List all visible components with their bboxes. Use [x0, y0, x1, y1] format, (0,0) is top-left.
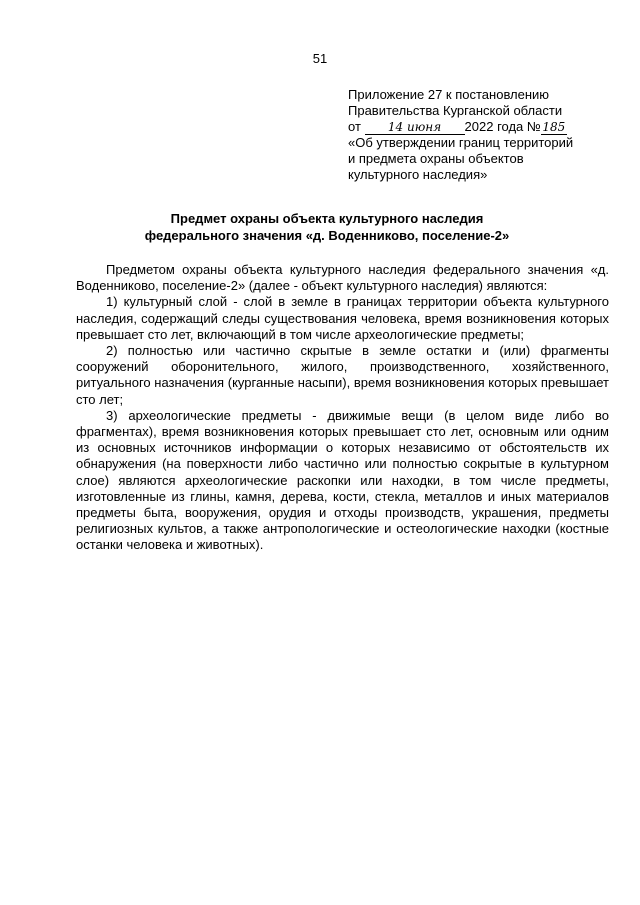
appendix-line-4: «Об утверждении границ территорий [348, 135, 574, 150]
paragraph-item-2: 2) полностью или частично скрытые в земле остатки и (или) фрагменты сооружений оборонительного, жилого, производственного, хозяйственного, ритуального назначения (курганные насыпи), время возникновения которых превышает сто лет; [76, 343, 609, 407]
handwritten-number: 185 [542, 120, 566, 134]
appendix-line-6: культурного наследия» [348, 167, 488, 182]
appendix-line-5: и предмета охраны объектов [348, 151, 524, 166]
appendix-line-2: Правительства Курганской области [348, 103, 563, 118]
paragraph-item-3: 3) археологические предметы - движимые вещи (в целом виде либо во фрагментах), время возникновения которых превышает сто лет, основным или одним из основных источников информации о которых независимо от обстоятельств их обнаружения (на поверхности либо частично или полностью сокрытые в культурном слое) являются археологические раскопки или находки, в том числе предметы, изготовленные из глины, камня, дерева, кости, стекла, металлов и иных материалов предметы быта, вооружения, орудия и отходы производств, украшения, предметы религиозных культов, а также антропологические и остеологические находки (костные останки человека и животных). [76, 407, 609, 553]
paragraph-intro: Предметом охраны объекта культурного наследия федерального значения «д. Воденниково, поселение-2» (далее - объект культурного наследия) являются: [76, 262, 609, 294]
appendix-date-prefix: от [348, 119, 361, 134]
document-title [60, 210, 594, 244]
appendix-line-3 [348, 119, 608, 135]
title-line-2: федерального значения «д. Воденниково, поселение-2» [144, 228, 510, 243]
appendix-header [348, 87, 608, 183]
appendix-year-label: 2022 года № [464, 119, 541, 134]
title-line-1: Предмет охраны объекта культурного наследия [170, 211, 484, 226]
handwritten-date: 14 июня [365, 121, 465, 135]
document-body [76, 262, 609, 554]
appendix-line-1: Приложение 27 к постановлению [348, 87, 550, 102]
page-number: 51 [312, 51, 328, 66]
paragraph-item-1: 1) культурный слой - слой в земле в границах территории объекта культурного наследия, содержащий следы существования человека, время возникновения которых превышает сто лет, включающий в том числе археологические предметы; [76, 294, 609, 342]
